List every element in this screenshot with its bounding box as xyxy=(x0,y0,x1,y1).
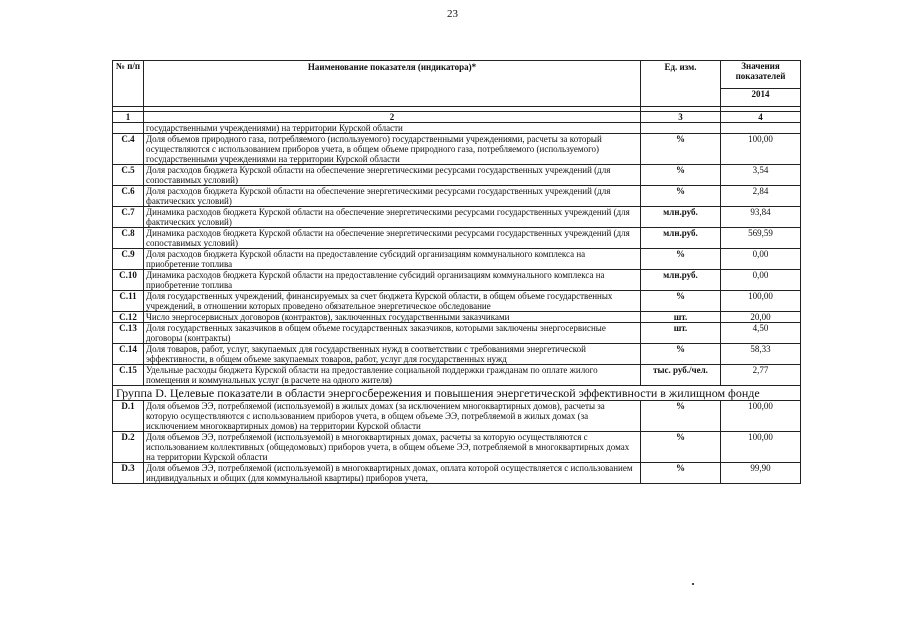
indicator-name: Динамика расходов бюджета Курской области на обеспечение энергетическими ресурсами государственных учреждений (для сопоставимых условий) xyxy=(144,228,641,249)
group-d-title: Группа D. Целевые показатели в области энергосбережения и повышения энергетической эффективности в жилищном фонде xyxy=(113,386,801,401)
unit-of-measure: шт. xyxy=(641,312,721,323)
unit-of-measure: % xyxy=(641,249,721,270)
unit-of-measure: % xyxy=(641,291,721,312)
row-number: C.15 xyxy=(113,365,144,386)
row-number: C.7 xyxy=(113,207,144,228)
unit-of-measure: млн.руб. xyxy=(641,228,721,249)
indicator-name: Доля государственных заказчиков в общем объеме государственных заказчиков, которыми заключены энергосервисные договоры (контракты) xyxy=(144,323,641,344)
column-number: 1 xyxy=(113,112,144,123)
indicator-name: государственными учреждениями) на территории Курской области xyxy=(144,123,641,134)
header-name: Наименование показателя (индикатора)* xyxy=(144,61,641,107)
row-number: C.6 xyxy=(113,186,144,207)
row-number: D.1 xyxy=(113,401,144,432)
indicator-name: Удельные расходы бюджета Курской области на предоставление социальной поддержки гражданам по оплате жилого помещения и коммунальных услуг (в расчете на одного жителя) xyxy=(144,365,641,386)
table-header-row xyxy=(113,61,801,89)
header-num: № п/п xyxy=(113,61,144,107)
table-row xyxy=(113,228,801,249)
indicator-name: Доля объемов ЭЭ, потребляемой (используемой) в многоквартирных домах, оплата которой осуществляется с использованием индивидуальных и общих (для коммунальной квартиры) приборов учета, xyxy=(144,463,641,484)
table-row xyxy=(113,249,801,270)
table-row xyxy=(113,291,801,312)
table-row xyxy=(113,270,801,291)
unit-of-measure xyxy=(641,123,721,134)
group-d-row xyxy=(113,386,801,401)
table-row xyxy=(113,463,801,484)
unit-of-measure: % xyxy=(641,134,721,165)
indicator-value: 0,00 xyxy=(721,249,801,270)
column-number: 2 xyxy=(144,112,641,123)
row-number: C.14 xyxy=(113,344,144,365)
unit-of-measure: тыс. руб./чел. xyxy=(641,365,721,386)
table-row xyxy=(113,165,801,186)
indicator-value: 99,90 xyxy=(721,463,801,484)
indicator-name: Число энергосервисных договоров (контрактов), заключенных государственными заказчиками xyxy=(144,312,641,323)
row-number: C.12 xyxy=(113,312,144,323)
unit-of-measure: % xyxy=(641,344,721,365)
table-row xyxy=(113,401,801,432)
row-number: D.2 xyxy=(113,432,144,463)
indicator-name: Доля расходов бюджета Курской области на предоставление субсидий организациям коммунального комплекса на приобретение топлива xyxy=(144,249,641,270)
unit-of-measure: % xyxy=(641,186,721,207)
indicator-value: 20,00 xyxy=(721,312,801,323)
indicator-name: Доля объемов ЭЭ, потребляемой (используемой) в многоквартирных домах, расчеты за которую осуществляются с использованием коллективных (общедомовых) приборов учета, в общем объеме ЭЭ, потребляемой в многоквартирных домах на территории Курской области xyxy=(144,432,641,463)
header-value: Значения показателей xyxy=(721,61,801,89)
table-row xyxy=(113,312,801,323)
row-number: D.3 xyxy=(113,463,144,484)
unit-of-measure: % xyxy=(641,463,721,484)
indicator-name: Доля объемов ЭЭ, потребляемой (используемой) в жилых домах (за исключением многоквартирных домов), расчеты за которую осуществляются с использованием приборов учета, в общем объеме ЭЭ, потребляемой в жилых домах (за исключением многоквартирных домов) на территории Курской области xyxy=(144,401,641,432)
row-number xyxy=(113,123,144,134)
table-row xyxy=(113,123,801,134)
indicator-name: Доля товаров, работ, услуг, закупаемых для государственных нужд в соответствии с требованиями энергетической эффективности, в общем объеме закупаемых товаров, работ, услуг для государственных нужд xyxy=(144,344,641,365)
row-number: C.13 xyxy=(113,323,144,344)
unit-of-measure: шт. xyxy=(641,323,721,344)
indicator-value: 58,33 xyxy=(721,344,801,365)
table-row xyxy=(113,323,801,344)
indicator-name: Динамика расходов бюджета Курской области на обеспечение энергетическими ресурсами государственных учреждений (для фактических условий) xyxy=(144,207,641,228)
column-number: 3 xyxy=(641,112,721,123)
unit-of-measure: % xyxy=(641,401,721,432)
table-row xyxy=(113,344,801,365)
indicator-value: 569,59 xyxy=(721,228,801,249)
indicator-value: 2,77 xyxy=(721,365,801,386)
header-unit: Ед. изм. xyxy=(641,61,721,107)
column-numbers-row xyxy=(113,112,801,123)
indicator-value: 100,00 xyxy=(721,291,801,312)
column-number: 4 xyxy=(721,112,801,123)
row-number: C.4 xyxy=(113,134,144,165)
table-row xyxy=(113,207,801,228)
indicator-value: 100,00 xyxy=(721,432,801,463)
row-number: C.11 xyxy=(113,291,144,312)
unit-of-measure: млн.руб. xyxy=(641,270,721,291)
row-number: C.10 xyxy=(113,270,144,291)
unit-of-measure: млн.руб. xyxy=(641,207,721,228)
row-number: C.5 xyxy=(113,165,144,186)
indicator-value: 100,00 xyxy=(721,134,801,165)
indicator-value xyxy=(721,123,801,134)
unit-of-measure: % xyxy=(641,432,721,463)
indicator-value: 100,00 xyxy=(721,401,801,432)
indicator-value: 93,84 xyxy=(721,207,801,228)
indicator-value: 2,84 xyxy=(721,186,801,207)
indicator-name: Доля расходов бюджета Курской области на обеспечение энергетическими ресурсами государственных учреждений (для фактических условий) xyxy=(144,186,641,207)
table-row xyxy=(113,186,801,207)
indicator-name: Доля объемов природного газа, потребляемого (используемого) государственными учреждениями, расчеты за который осуществляются с использованием приборов учета, в общем объеме природного газа, потребляемого (используемого) государственными учреждениями на территории Курской области xyxy=(144,134,641,165)
row-number: C.9 xyxy=(113,249,144,270)
indicator-name: Динамика расходов бюджета Курской области на предоставление субсидий организациям коммунального комплекса на приобретение топлива xyxy=(144,270,641,291)
indicators-table xyxy=(112,60,801,484)
unit-of-measure: % xyxy=(641,165,721,186)
table-row xyxy=(113,365,801,386)
table-row xyxy=(113,432,801,463)
indicator-name: Доля государственных учреждений, финансируемых за счет бюджета Курской области, в общем объеме государственных учреждений, в отношении которых проведено обязательное энергетическое обследование xyxy=(144,291,641,312)
indicator-value: 0,00 xyxy=(721,270,801,291)
scan-speck xyxy=(692,583,694,585)
row-number: C.8 xyxy=(113,228,144,249)
indicator-value: 4,50 xyxy=(721,323,801,344)
header-year: 2014 xyxy=(721,89,801,107)
indicator-name: Доля расходов бюджета Курской области на обеспечение энергетическими ресурсами государственных учреждений (для сопоставимых условий) xyxy=(144,165,641,186)
page-number: 23 xyxy=(447,8,458,20)
table-row xyxy=(113,134,801,165)
indicator-value: 3,54 xyxy=(721,165,801,186)
